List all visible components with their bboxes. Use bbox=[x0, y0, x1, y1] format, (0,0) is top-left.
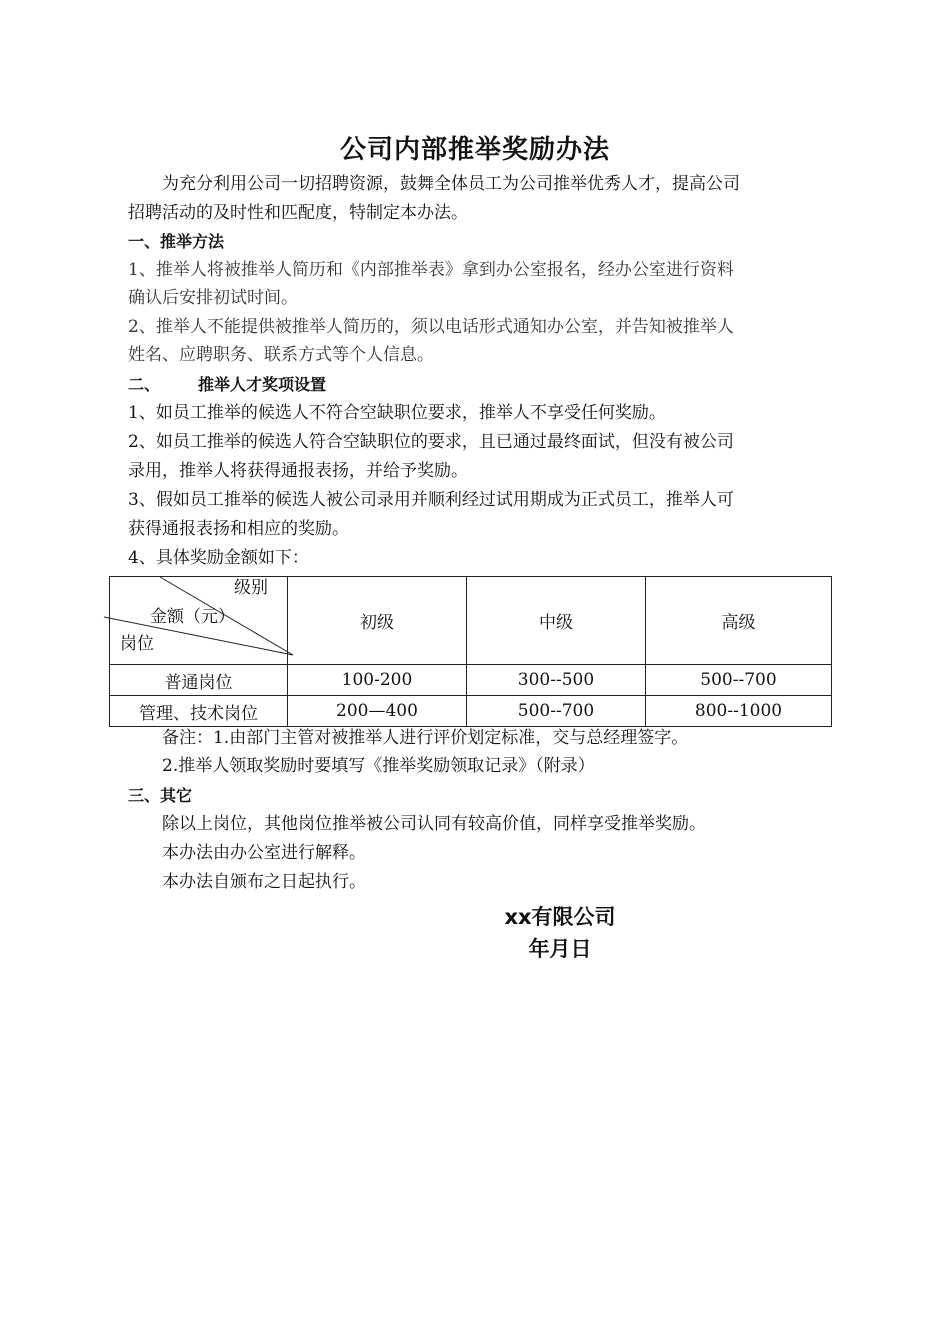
award-table bbox=[109, 576, 832, 727]
section-2-item-3-line-1: 3、假如员工推举的候选人被公司录用并顺利经过试用期成为正式员工，推举人可 bbox=[128, 490, 734, 510]
intro-line-2: 招聘活动的及时性和匹配度，特制定本办法。 bbox=[128, 203, 468, 223]
section-1-item-2-line-1: 2、推举人不能提供被推举人简历的，须以电话形式通知办公室，并告知被推举人 bbox=[128, 317, 734, 337]
header-junior: 初级 bbox=[288, 577, 467, 665]
section-3-heading: 三、其它 bbox=[128, 786, 193, 805]
section-1-item-1-line-2: 确认后安排初试时间。 bbox=[128, 288, 298, 308]
table-header-row bbox=[110, 577, 832, 665]
table-row bbox=[110, 696, 832, 727]
intro-line-1: 为充分利用公司一切招聘资源，鼓舞全体员工为公司推举优秀人才，提高公司 bbox=[162, 174, 740, 194]
row-label: 管理、技术岗位 bbox=[110, 696, 288, 727]
note-1: 备注：1.由部门主管对被推举人进行评价划定标准，交与总经理签字。 bbox=[162, 728, 689, 748]
section-3-line-3: 本办法自颁布之日起执行。 bbox=[162, 872, 366, 892]
page-title: 公司内部推举奖励办法 bbox=[339, 135, 610, 165]
row-label: 普通岗位 bbox=[110, 665, 288, 696]
table-cell: 100-200 bbox=[288, 665, 467, 696]
section-2-item-2-line-1: 2、如员工推举的候选人符合空缺职位的要求，且已通过最终面试，但没有被公司 bbox=[128, 432, 734, 452]
table-corner-cell bbox=[110, 577, 288, 665]
table-cell: 500--700 bbox=[646, 665, 832, 696]
signature-date: 年月日 bbox=[528, 937, 592, 961]
section-2-item-1: 1、如员工推举的候选人不符合空缺职位要求，推举人不享受任何奖励。 bbox=[128, 403, 666, 423]
header-senior: 高级 bbox=[646, 577, 832, 665]
table-cell: 300--500 bbox=[467, 665, 646, 696]
corner-level-label: 级别 bbox=[234, 578, 268, 598]
section-2-heading-text: 推举人才奖项设置 bbox=[198, 375, 327, 394]
section-2-heading bbox=[128, 371, 326, 399]
section-1-item-2-line-2: 姓名、应聘职务、联系方式等个人信息。 bbox=[128, 345, 434, 365]
section-2-heading-number: 二、 bbox=[128, 375, 161, 394]
section-1-item-1-line-1: 1、推举人将被推举人简历和《内部推举表》拿到办公室报名，经办公室进行资料 bbox=[128, 260, 734, 280]
section-3-line-1: 除以上岗位，其他岗位推举被公司认同有较高价值，同样享受推举奖励。 bbox=[162, 814, 706, 834]
corner-position-label: 岗位 bbox=[120, 634, 154, 654]
table-cell: 500--700 bbox=[467, 696, 646, 727]
section-1-heading: 一、推举方法 bbox=[128, 232, 225, 251]
section-2-item-2-line-2: 录用，推举人将获得通报表扬，并给予奖励。 bbox=[128, 461, 468, 481]
table-cell: 200—400 bbox=[288, 696, 467, 727]
signature-company: xx有限公司 bbox=[504, 905, 616, 929]
section-3-line-2: 本办法由办公室进行解释。 bbox=[162, 843, 366, 863]
section-2-item-3-line-2: 获得通报表扬和相应的奖励。 bbox=[128, 519, 349, 539]
header-middle: 中级 bbox=[467, 577, 646, 665]
section-2-item-4: 4、具体奖励金额如下： bbox=[128, 548, 309, 568]
note-2: 2.推举人领取奖励时要填写《推举奖励领取记录》（附录） bbox=[162, 756, 595, 776]
corner-amount-label: 金额（元） bbox=[150, 607, 235, 627]
table-cell: 800--1000 bbox=[646, 696, 832, 727]
table-row bbox=[110, 665, 832, 696]
